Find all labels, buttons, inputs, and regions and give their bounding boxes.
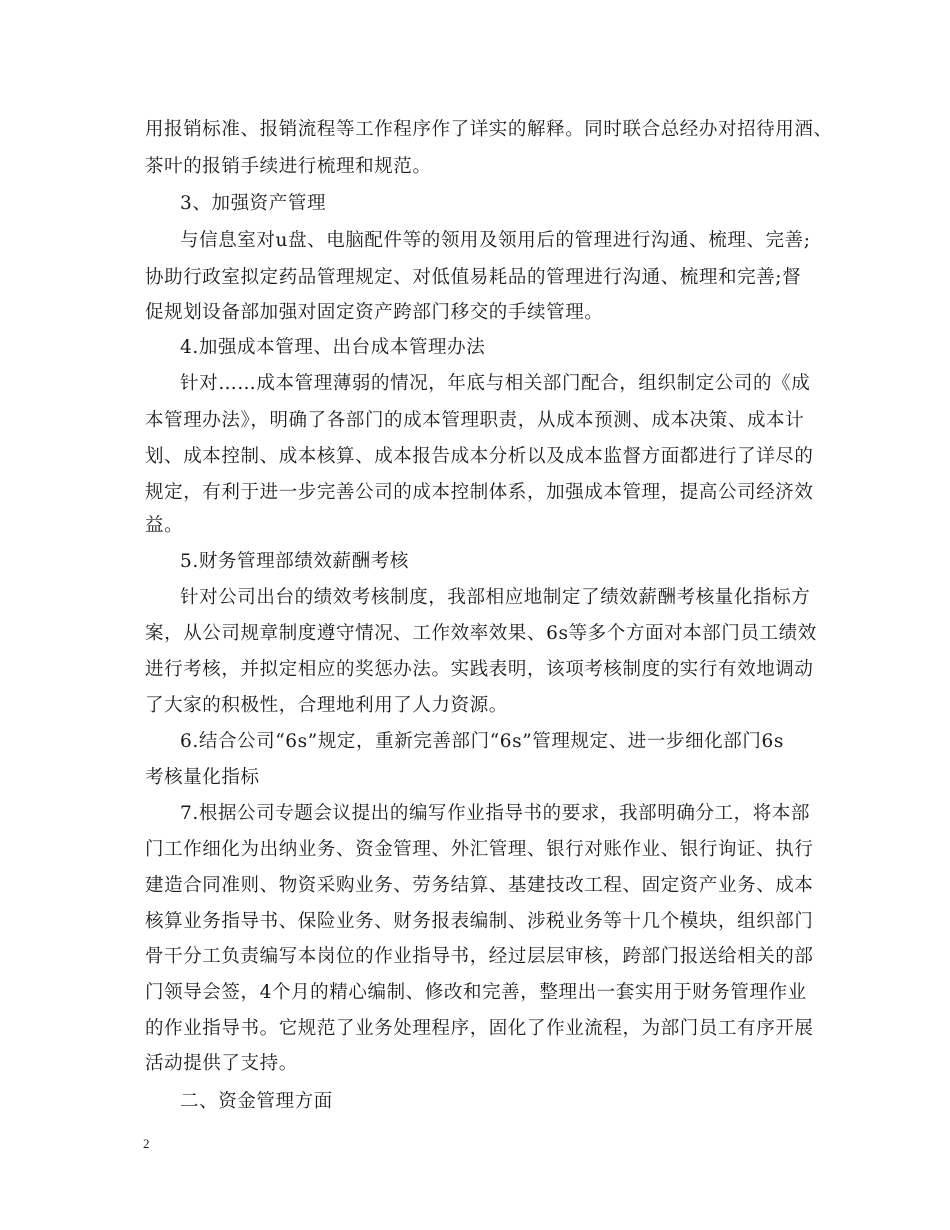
section-heading: 5.财务管理部绩效薪酬考核 <box>180 551 409 572</box>
body-line: 门工作细化为出纳业务、资金管理、外汇管理、银行对账作业、银行询证、执行 <box>145 839 814 860</box>
body-line: 茶叶的报销手续进行梳理和规范。 <box>145 156 432 177</box>
body-line: 本管理办法》，明确了各部门的成本管理职责，从成本预测、成本决策、成本计 <box>145 410 805 431</box>
body-line: 协助行政室拟定药品管理规定、对低值易耗品的管理进行沟通、梳理和完善;督 <box>145 267 802 288</box>
body-line: 了大家的积极性，合理地利用了人力资源。 <box>145 695 508 716</box>
page-number: 2 <box>143 1136 150 1151</box>
body-line: 规定，有利于进一步完善公司的成本控制体系，加强成本管理，提高公司经济效 <box>145 482 814 503</box>
body-line: 促规划设备部加强对固定资产跨部门移交的手续管理。 <box>145 302 604 323</box>
body-line: 案，从公司规章制度遵守情况、工作效率效果、6s等多个方面对本部门员工绩效 <box>145 623 817 644</box>
body-line: 的作业指导书。它规范了业务处理程序，固化了作业流程，为部门员工有序开展 <box>145 1018 814 1039</box>
body-line: 进行考核，并拟定相应的奖惩办法。实践表明，该项考核制度的实行有效地调动 <box>145 659 814 680</box>
section-heading: 7.根据公司专题会议提出的编写作业指导书的要求，我部明确分工，将本部 <box>180 803 811 824</box>
body-line: 用报销标准、报销流程等工作程序作了详实的解释。同时联合总经办对招待用酒、 <box>145 119 833 140</box>
section-heading: 3、加强资产管理 <box>180 193 327 214</box>
section-heading: 4.加强成本管理、出台成本管理办法 <box>180 337 486 358</box>
body-line: 划、成本控制、成本核算、成本报告成本分析以及成本监督方面都进行了详尽的 <box>145 446 814 467</box>
body-line: 核算业务指导书、保险业务、财务报表编制、涉税业务等十几个模块，组织部门 <box>145 911 814 932</box>
body-line: 考核量化指标 <box>145 767 260 788</box>
body-line: 门领导会签，4个月的精心编制、修改和完善，整理出一套实用于财务管理作业 <box>145 982 807 1003</box>
section-heading: 6.结合公司“6s”规定，重新完善部门“6s”管理规定、进一步细化部门6s <box>180 731 784 752</box>
body-line: 益。 <box>145 515 184 536</box>
body-line: 与信息室对u盘、电脑配件等的领用及领用后的管理进行沟通、梳理、完善; <box>180 230 811 251</box>
body-line: 骨干分工负责编写本岗位的作业指导书，经过层层审核，跨部门报送给相关的部 <box>145 946 814 967</box>
section-heading: 二、资金管理方面 <box>180 1091 333 1112</box>
body-line: 建造合同准则、物资采购业务、劳务结算、基建技改工程、固定资产业务、成本 <box>145 875 814 896</box>
body-line: 针对公司出台的绩效考核制度，我部相应地制定了绩效薪酬考核量化指标方 <box>180 587 811 608</box>
body-line: 活动提供了支持。 <box>145 1053 298 1074</box>
body-line: 针对……成本管理薄弱的情况，年底与相关部门配合，组织制定公司的《成 <box>180 373 811 394</box>
